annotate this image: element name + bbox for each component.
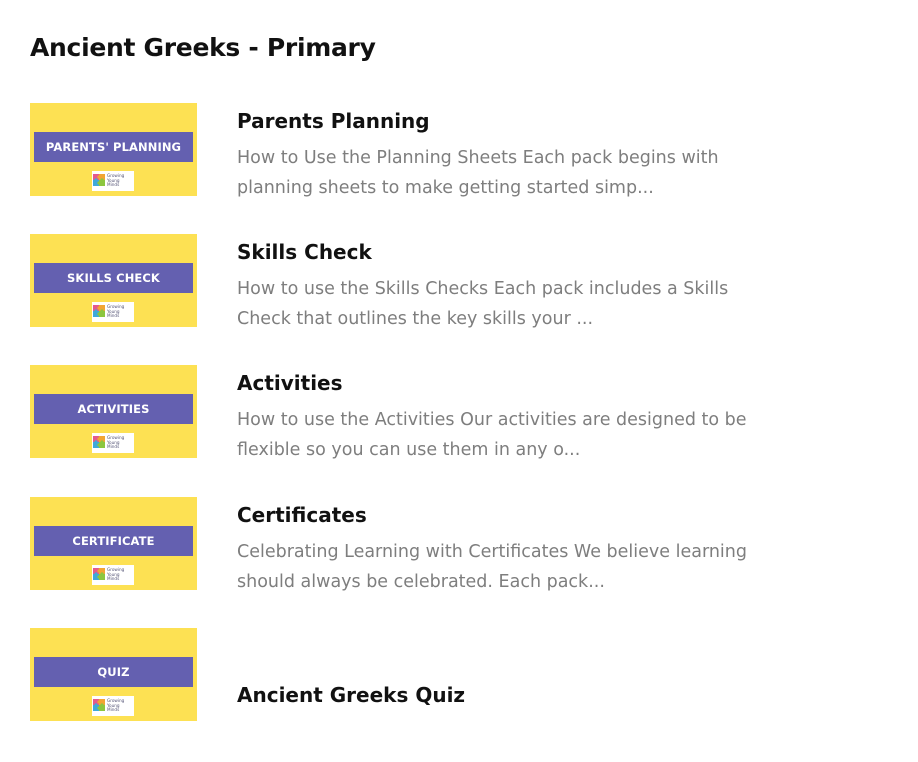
page-title: Ancient Greeks - Primary [30, 33, 376, 62]
thumbnail-banner: CERTIFICATE [34, 526, 193, 556]
growing-young-minds-logo [92, 302, 134, 322]
logo-text: Growing Young Minds [107, 303, 125, 319]
list-item-ancient-greeks-quiz[interactable] [30, 628, 890, 722]
thumbnail-banner: QUIZ [34, 657, 193, 687]
list-item-certificates[interactable] [30, 497, 890, 591]
thumbnail-quiz[interactable] [30, 628, 197, 721]
list-item-parents-planning[interactable] [30, 103, 890, 197]
thumbnail-banner: SKILLS CHECK [34, 263, 193, 293]
item-excerpt: How to use the Activities Our activities are designed to be flexible so you can use them in any o... [237, 410, 747, 460]
item-excerpt: How to use the Skills Checks Each pack includes a Skills Check that outlines the key skills your ... [237, 279, 729, 329]
thumbnail-skills-check[interactable] [30, 234, 197, 327]
item-excerpt: Celebrating Learning with Certificates We believe learning should always be celebrated. Each pack... [237, 542, 747, 592]
puzzle-pieces-icon [92, 435, 106, 451]
puzzle-pieces-icon [92, 698, 106, 714]
puzzle-pieces-icon [92, 173, 106, 189]
logo-text: Growing Young Minds [107, 172, 125, 188]
thumbnail-banner: PARENTS' PLANNING [34, 132, 193, 162]
item-title-link[interactable]: Activities [237, 371, 343, 395]
puzzle-pieces-icon [92, 304, 106, 320]
logo-text: Growing Young Minds [107, 434, 125, 450]
item-title-link[interactable]: Certificates [237, 503, 367, 527]
list-item-skills-check[interactable] [30, 234, 890, 328]
item-title-link[interactable]: Parents Planning [237, 109, 430, 133]
thumbnail-activities[interactable] [30, 365, 197, 458]
growing-young-minds-logo [92, 433, 134, 453]
thumbnail-banner: ACTIVITIES [34, 394, 193, 424]
growing-young-minds-logo [92, 171, 134, 191]
puzzle-pieces-icon [92, 567, 106, 583]
logo-text: Growing Young Minds [107, 566, 125, 582]
item-title-link[interactable]: Ancient Greeks Quiz [237, 683, 466, 707]
growing-young-minds-logo [92, 696, 134, 716]
logo-text: Growing Young Minds [107, 697, 125, 713]
thumbnail-certificates[interactable] [30, 497, 197, 590]
thumbnail-parents-planning[interactable] [30, 103, 197, 196]
item-excerpt: How to Use the Planning Sheets Each pack begins with planning sheets to make getting started simp... [237, 148, 719, 198]
list-item-activities[interactable] [30, 365, 890, 459]
item-title-link[interactable]: Skills Check [237, 240, 372, 264]
growing-young-minds-logo [92, 565, 134, 585]
